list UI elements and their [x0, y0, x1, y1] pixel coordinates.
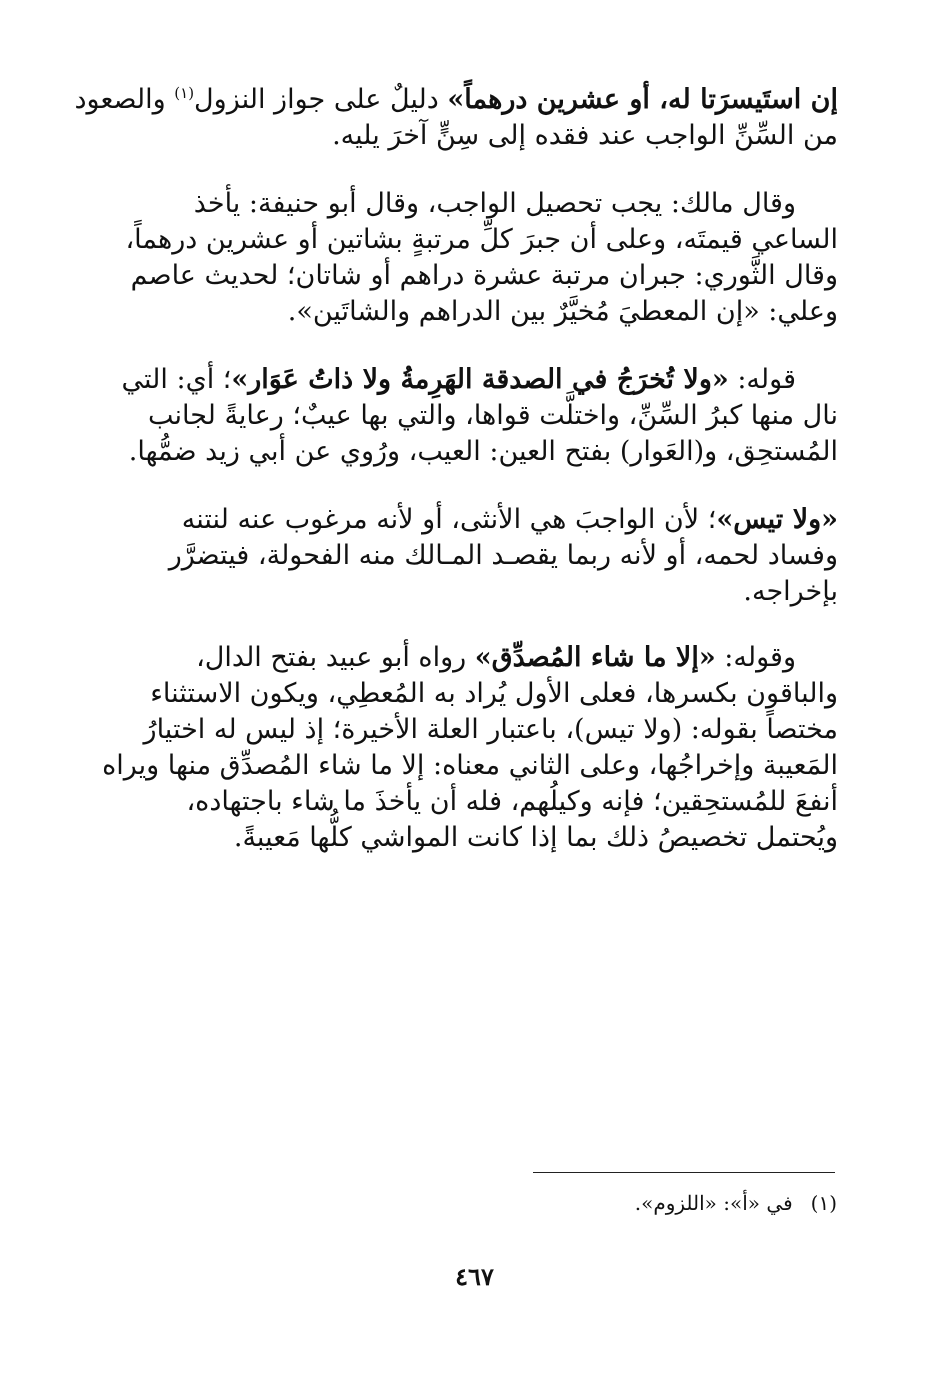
paragraph-4 — [110, 502, 838, 610]
text-line: المُستحِق، و(العَوار) بفتح العين: العيب، ورُوي عن أبي زيد ضمُّها. — [128, 436, 838, 467]
text-line: وقوله: «إلا ما شاء المُصدِّق» رواه أبو عبيد بفتح الدال، — [196, 642, 796, 673]
paragraph-1 — [74, 82, 838, 154]
text-line: ويُحتمل تخصيصُ ذلك بما إذا كانت المواشي كلُّها مَعيبةً. — [233, 822, 838, 853]
footnote-number: (١) — [810, 1191, 837, 1215]
quoted-text: «ولا تيس» — [716, 504, 838, 535]
paragraph-3 — [110, 362, 838, 470]
footnote-marker: (١) — [174, 84, 195, 102]
paragraph-5 — [102, 640, 838, 856]
paragraph-2 — [110, 186, 838, 330]
text-line: وفساد لحمه، أو لأنه ربما يقصـد المـالك منه الفحولة، فيتضرَّر — [168, 540, 838, 571]
footnote — [635, 1188, 837, 1218]
footnote-text: في «أ»: «اللزوم». — [634, 1191, 793, 1215]
quoted-text: «ولا تُخرَجُ في الصدقة الهَرِمةُ ولا ذاتُ عَوَار» — [231, 364, 729, 395]
text-line: وعلي: «إن المعطيَ مُخيَّرٌ بين الدراهم والشاتَين». — [287, 296, 838, 327]
text-line: وقال مالك: يجب تحصيل الواجب، وقال أبو حنيفة: يأخذ — [193, 188, 796, 219]
text-line: بإخراجه. — [743, 576, 838, 607]
text-line: نال منها كبرُ السِّنِّ، واختلَّت قواها، والتي بها عيبٌ؛ رعايةً لجانب — [147, 400, 838, 431]
quoted-text: إن استَيسرَتا له، أو عشرين درهماً» — [447, 84, 838, 115]
text-line: أنفعَ للمُستحِقين؛ فإنه وكيلُهم، فله أن يأخذَ ما شاء باجتهاده، — [186, 786, 838, 817]
text-line: المَعيبة وإخراجُها، وعلى الثاني معناه: إلا ما شاء المُصدِّق منها ويراه — [102, 750, 838, 781]
text-line: الساعي قيمتَه، وعلى أن جبرَ كلِّ مرتبةٍ بشاتين أو عشرين درهماً، — [125, 224, 838, 255]
text-line: «ولا تيس»؛ لأن الواجبَ هي الأنثى، أو لأنه مرغوب عنه لنتنه — [181, 504, 838, 535]
text-line: والباقون بكسرها، فعلى الأول يُراد به المُعطِي، ويكون الاستثناء — [150, 678, 838, 709]
quoted-text: «إلا ما شاء المُصدِّق» — [474, 642, 716, 673]
text-line: وقال الثَّوري: جبران مرتبة عشرة دراهم أو شاتان؛ لحديث عاصم — [130, 260, 838, 291]
page-number: ٤٦٧ — [455, 1262, 494, 1291]
text-line: من السِّنِّ الواجب عند فقده إلى سِنٍّ آخرَ يليه. — [332, 120, 838, 151]
footnote-divider — [533, 1172, 835, 1173]
text-line: إن استَيسرَتا له، أو عشرين درهماً» دليلٌ على جواز النزول$^{(١)}$ والصعود — [74, 84, 838, 115]
page-body — [74, 82, 838, 856]
text-line: مختصاً بقوله: (ولا تيس)، باعتبار العلة الأخيرة؛ إذ ليس له اختيارُ — [143, 714, 838, 745]
text-line: قوله: «ولا تُخرَجُ في الصدقة الهَرِمةُ ولا ذاتُ عَوَار»؛ أي: التي — [121, 364, 796, 395]
